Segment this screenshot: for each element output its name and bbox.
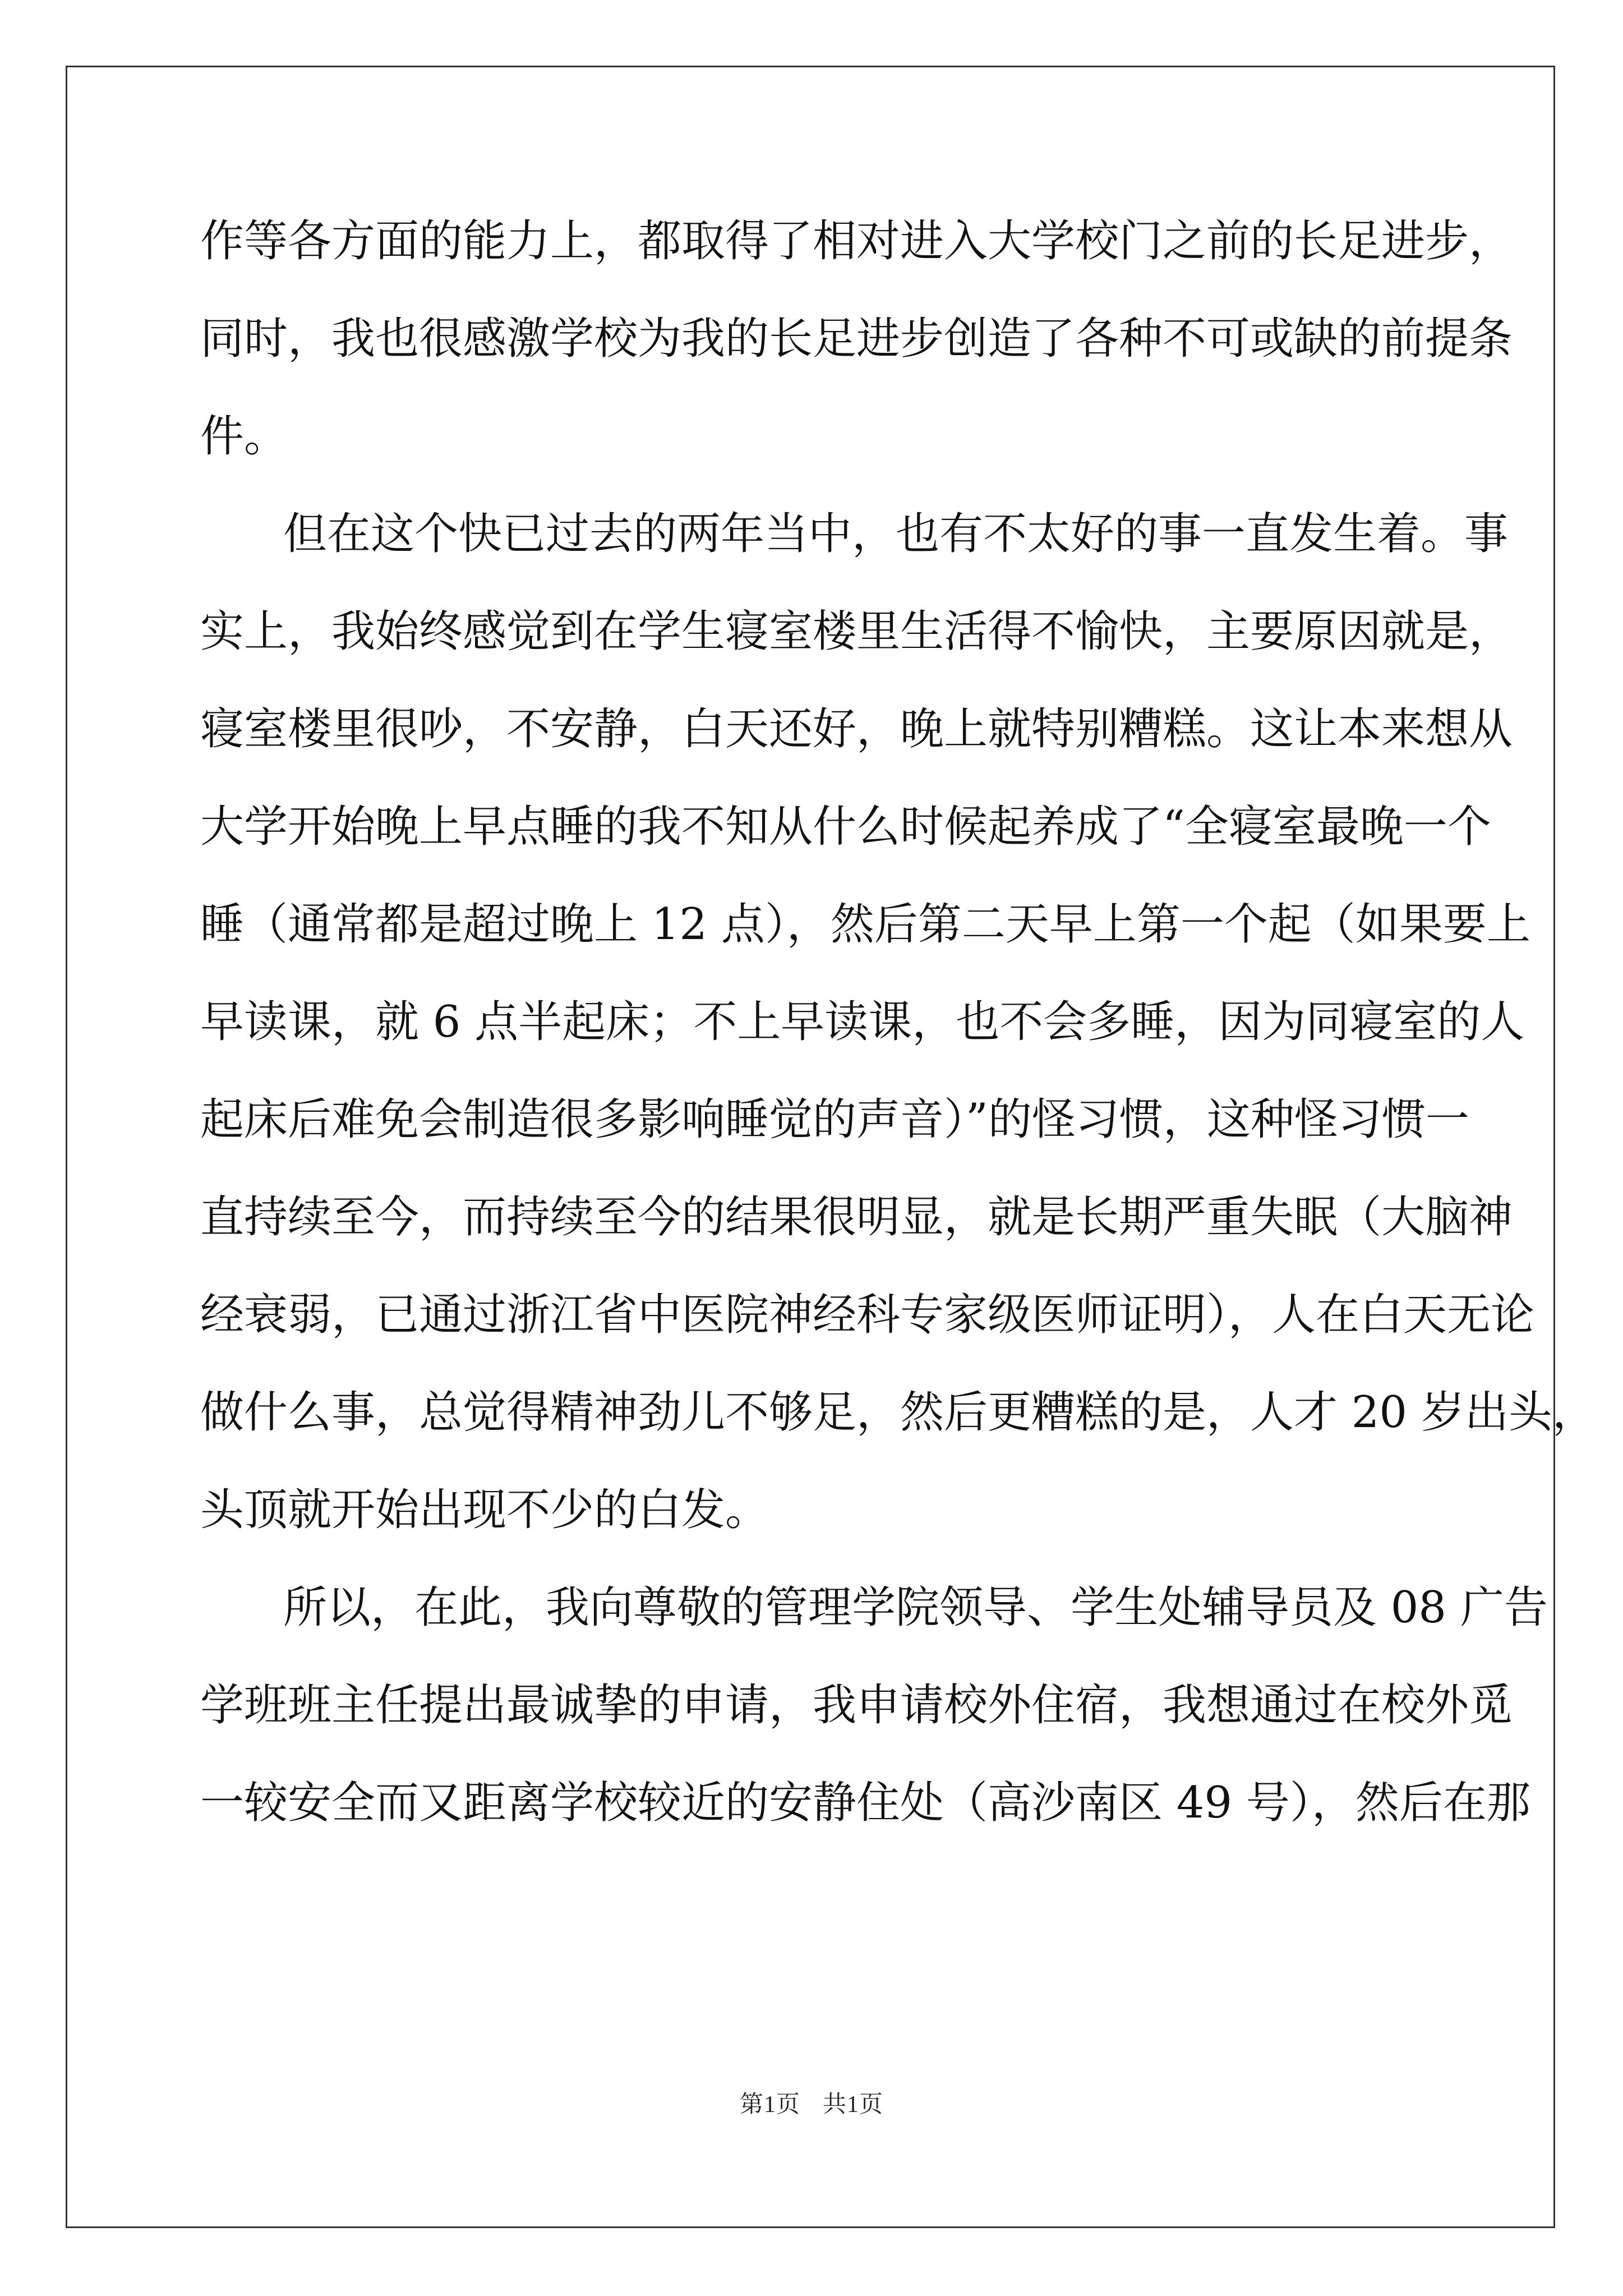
document-body <box>200 213 1596 1872</box>
page-footer <box>0 2086 1623 2119</box>
text-line: 经衰弱，已通过浙江省中医院神经科专家级医师证明），人在白天无论 <box>200 1290 1535 1340</box>
text-line: 实上，我始终感觉到在学生寝室楼里生活得不愉快，主要原因就是， <box>200 606 1513 657</box>
text-line: 做什么事，总觉得精神劲儿不够足，然后更糟糕的是，人才 20 岁出头， <box>200 1387 1596 1438</box>
paragraph-first-line: 但在这个快已过去的两年当中，也有不太好的事一直发生着。事 <box>283 509 1509 559</box>
text-line: 一较安全而又距离学校较近的安静住处（高沙南区 49 号），然后在那 <box>200 1778 1530 1828</box>
page-total: 共1页 <box>823 2092 884 2118</box>
text-line: 起床后难免会制造很多影响睡觉的声音）”的怪习惯，这种怪习惯一 <box>200 1094 1469 1145</box>
text-line: 睡（通常都是超过晚上 12 点），然后第二天早上第一个起（如果要上 <box>200 899 1530 950</box>
text-line: 作等各方面的能力上，都取得了相对进入大学校门之前的长足进步， <box>200 216 1513 266</box>
text-line: 学班班主任提出最诚挚的申请，我申请校外住宿，我想通过在校外觅 <box>200 1680 1513 1731</box>
text-line: 寝室楼里很吵，不安静，白天还好，晚上就特别糟糕。这让本来想从 <box>200 704 1513 754</box>
paragraph-first-line: 所以，在此，我向尊敬的管理学院领导、学生处辅导员及 08 广告 <box>283 1582 1548 1633</box>
text-line: 直持续至今，而持续至今的结果很明显，就是长期严重失眠（大脑神 <box>200 1192 1513 1243</box>
text-line: 件。 <box>200 411 288 462</box>
page-number: 第1页 <box>739 2092 800 2118</box>
text-line: 早读课，就 6 点半起床；不上早读课，也不会多睡，因为同寝室的人 <box>200 997 1525 1047</box>
text-line: 头顶就开始出现不少的白发。 <box>200 1485 769 1535</box>
text-line: 同时，我也很感激学校为我的长足进步创造了各种不可或缺的前提条 <box>200 314 1513 364</box>
text-line: 大学开始晚上早点睡的我不知从什么时候起养成了“全寝室最晚一个 <box>200 802 1491 852</box>
